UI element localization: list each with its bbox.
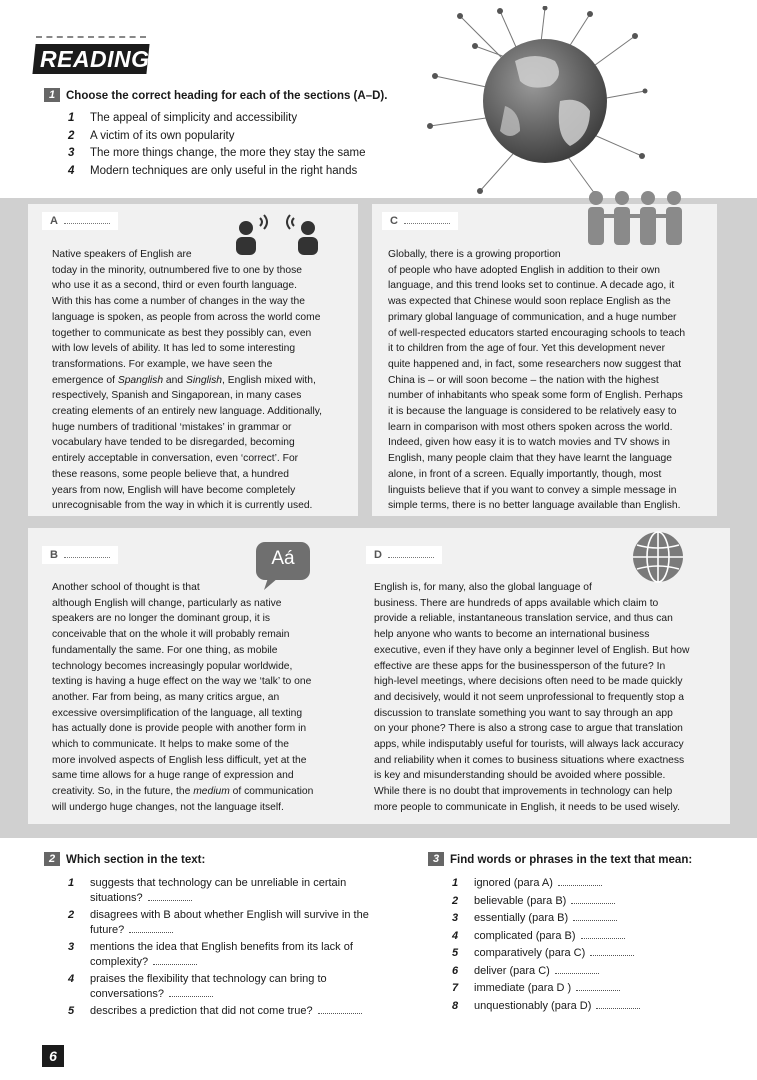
- section-d-label: D: [366, 546, 442, 564]
- answer-blank[interactable]: [590, 947, 634, 956]
- section-b-label: B: [42, 546, 118, 564]
- speech-bubble-icon: Aá: [254, 540, 312, 597]
- answer-blank[interactable]: [571, 895, 615, 904]
- list-item: 1 The appeal of simplicity and accessibility: [68, 112, 298, 124]
- section-b-text: Another school of thought is that although English will change, particularly as native speakers are no longer the dominant group, it is conceivable that on the whole it will probably remain fundamentally the same. For one thing, as mobile technology becomes increasingly popular worldwide, texting is having a huge effect on the way we ‘talk’ to one another. Far from being, as many critics argue, an excessive oversimplification of the language, all texting has actually done is provide people with another form in which to communicate. It helps to make some of the more involved aspects of English less difficult, yet at the same time allows for a huge range of expression and creativity. So, in the future, the medium of communication will undergo huge changes, not the language itself.: [52, 582, 314, 813]
- q1-heading-list: [68, 112, 366, 182]
- list-item: 5 describes a prediction that did not come true?: [68, 1004, 378, 1019]
- section-c-text: Globally, there is a growing proportion of people who have adopted English in addition to their own language, and this trend looks set to continue. A decade ago, it was expected that Chinese would soon replace English as the primary global language of communication, and a huge number of well-respected educators started encouraging schools to teach it to children from the age of four. Yet this development never quite happened and, in fact, some researchers now suggest that China is – or will soon become – the nation with the highest number of inhabitants who speak some form of English. Perhaps it is because the language is considered to be relatively easy to learn in comparison with most others spoken across the world. Indeed, given how easy it is to watch movies and TV shows in English, many people claim that they have learnt the language alone, in front of a screen. Equally importantly, though, most linguists believe that if you want to convey a simple message in simple terms, there is no better language available than English.: [388, 249, 686, 512]
- answer-blank[interactable]: [318, 1005, 362, 1014]
- list-item: 1 ignored (para A): [452, 876, 712, 891]
- q2-list: [68, 876, 378, 1022]
- answer-blank[interactable]: [148, 892, 192, 901]
- title-decoration: [36, 36, 146, 42]
- list-item: 2 A victim of its own popularity: [68, 129, 235, 142]
- section-a-text: Native speakers of English are today in the minority, outnumbered five to one by those who use it as a second, third or even fourth language. With this has come a number of changes in the way the language is spoken, as people from across the world come together to communicate as best they possibly can, even with low levels of ability. It has led to some interesting transformations. For example, we have seen the emergence of Spanglish and Singlish, English mixed with, respectively, Spanish and Singaporean, in many cases creating elements of an entirely new language. Additionally, huge numbers of traditional ‘mistakes’ in grammar or vocabulary have tended to be disregarded, becoming entirely acceptable in conversation, even ‘correct’. For these reasons, some people believe that, a hundred years from now, English will have become completely unrecognisable from the way in which it is currently used.: [52, 249, 322, 512]
- globe-pins-illustration: [420, 6, 650, 201]
- section-c-label: C: [382, 212, 458, 230]
- section-a-label: A: [42, 212, 118, 230]
- answer-blank[interactable]: [555, 965, 599, 974]
- list-item: 4 complicated (para B): [452, 929, 712, 944]
- list-item: 3 mentions the idea that English benefits from its lack of complexity?: [68, 941, 353, 968]
- answer-blank[interactable]: [153, 956, 197, 965]
- list-item: 5 comparatively (para C): [452, 946, 712, 961]
- list-item: 1 suggests that technology can be unreliable in certain situations?: [68, 877, 347, 904]
- section-title: READING: [32, 44, 149, 74]
- people-holding-hands-icon: [580, 188, 686, 253]
- list-item: 6 deliver (para C): [452, 964, 712, 979]
- answer-blank[interactable]: [169, 988, 213, 997]
- list-item: 7 immediate (para D ): [452, 981, 712, 996]
- list-item: 3 essentially (para B): [452, 911, 712, 926]
- q3-list: [452, 876, 712, 1016]
- answer-blank[interactable]: [581, 930, 625, 939]
- list-item: 4 praises the flexibility that technology can bring to conversations?: [68, 973, 327, 1000]
- page-number: 6: [42, 1045, 64, 1067]
- list-item: 8 unquestionably (para D): [452, 999, 712, 1014]
- answer-blank[interactable]: [576, 982, 620, 991]
- answer-blank[interactable]: [129, 924, 173, 933]
- list-item: 3 The more things change, the more they stay the same: [68, 147, 366, 160]
- list-item: 2 believable (para B): [452, 894, 712, 909]
- list-item: 4 Modern techniques are only useful in the right hands: [68, 164, 358, 177]
- q1-instruction: 1 Choose the correct heading for each of the sections (A–D).: [44, 88, 387, 102]
- list-item: 2 disagrees with B about whether English will survive in the future?: [68, 909, 369, 936]
- answer-blank[interactable]: [558, 877, 602, 886]
- section-d-text: English is, for many, also the global language of business. There are hundreds of apps available which claim to provide a reliable, instantaneous translation service, and thus can help anyone who wants to become an international business executive, even if they have only a beginner level of English. But how effective are these apps for the businessperson of the future? In high-level meetings, where decisions often need to be made quickly and decisively, would it not seem unprofessional to frequently stop a discussion to translate something you want to say through an app on your phone? There is also a strong case to argue that translation apps, while indisputably useful for tourists, will always lack accuracy and reliability when it comes to business situations where exactness is key and misunderstanding should be avoided where possible. While there is no doubt that improvements in technology can help more people to communicate in English, it needs to be used wisely.: [374, 582, 690, 813]
- q2-instruction: 2 Which section in the text:: [44, 852, 205, 866]
- answer-blank[interactable]: [573, 912, 617, 921]
- answer-blank[interactable]: [596, 1000, 640, 1009]
- q3-instruction: 3 Find words or phrases in the text that mean:: [428, 852, 692, 866]
